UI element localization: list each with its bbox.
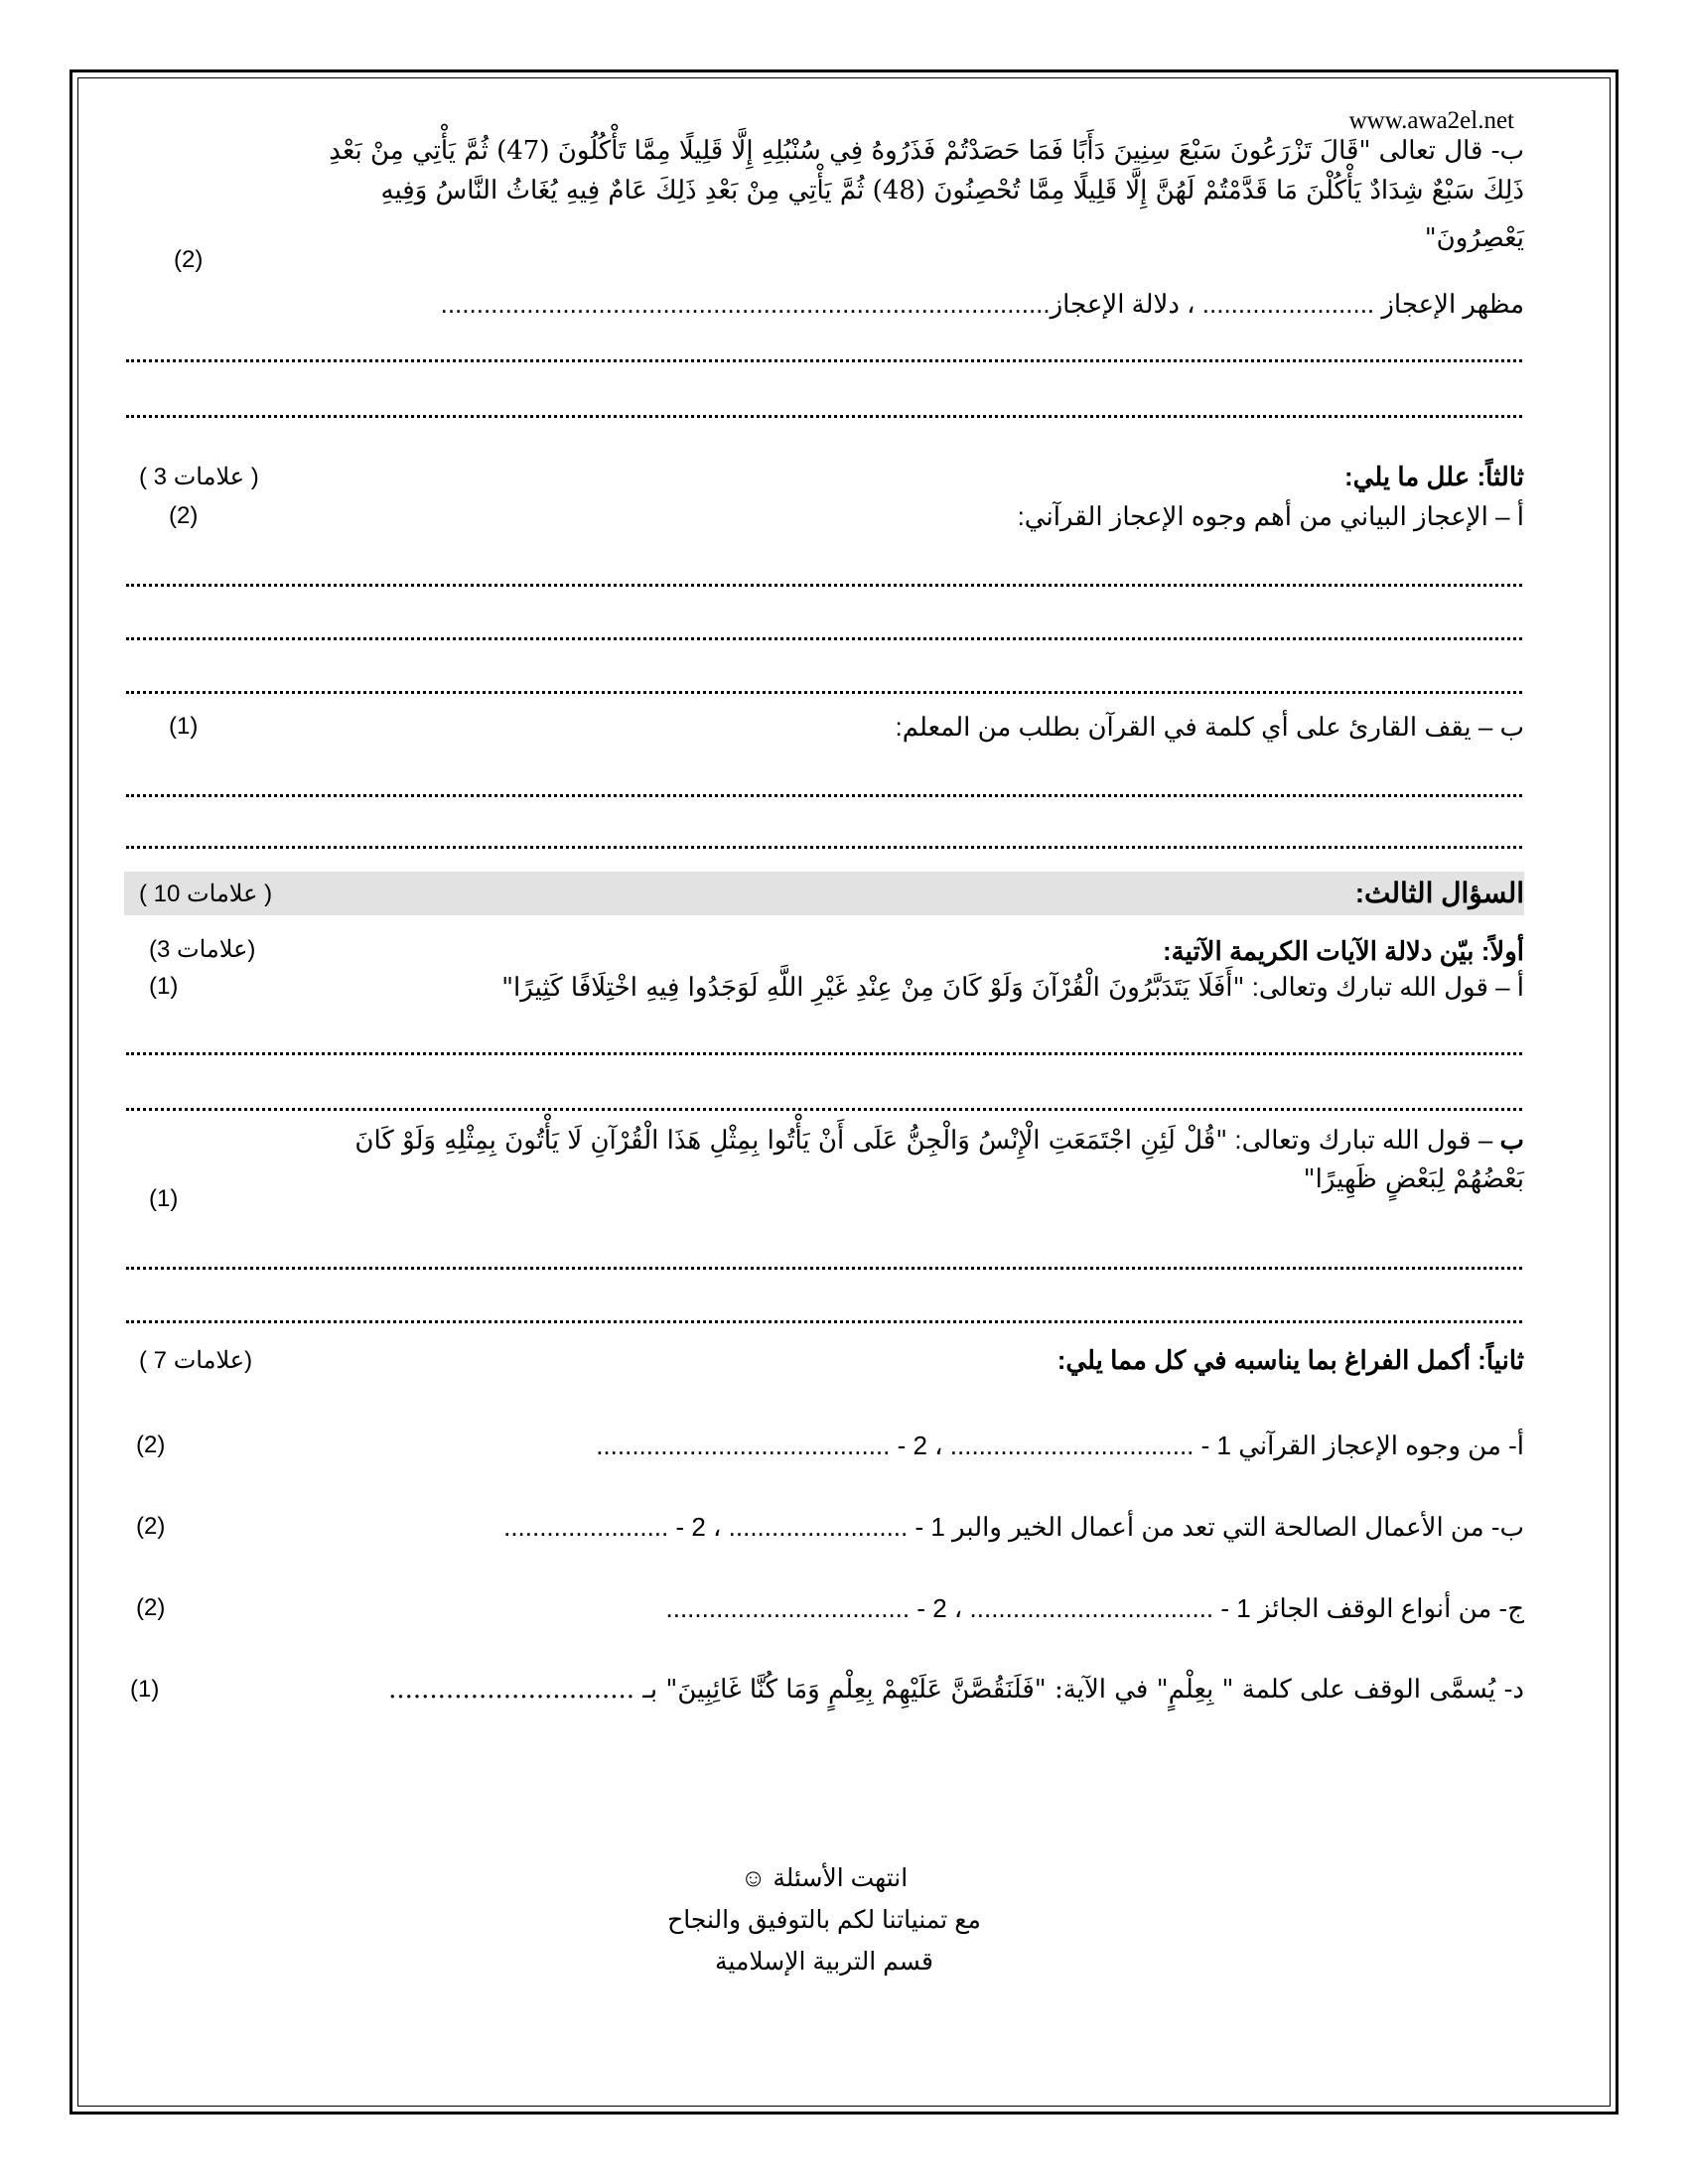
answer-line <box>126 691 1522 694</box>
third-a-mark: (2) <box>169 502 199 529</box>
q3-b-letter: ب <box>1499 1125 1524 1155</box>
q3-b-verse-line2: بَعْضُهُمْ لِبَعْضٍ ظَهِيرًا" <box>1303 1164 1524 1194</box>
answer-line <box>126 359 1522 362</box>
part2b-verse-line3: يَعْصِرُونَ" <box>1424 223 1524 253</box>
fill-item: ب- من الأعمال الصالحة التي تعد من أعمال الخير والبر 1 - ......................... ، 2 - ....................... <box>503 1512 1524 1542</box>
third-heading: ثالثاً: علل ما يلي: <box>1343 462 1524 491</box>
part2b-verse-line1: قَالَ تَزْرَعُونَ سَبْعَ سِنِينَ دَأَبًا فَمَا حَصَدْتُمْ فَذَرُوهُ فِي سُنْبُلِهِ إِلَّا قَلِيلًا مِمَّا تَأْكُلُونَ (47) ثُمَّ يَأْتِي مِنْ بَعْدِ <box>329 136 1359 166</box>
closing-line-wishes: مع تمنياتنا لكم بالتوفيق والنجاح <box>667 1906 981 1934</box>
fill-item: أ- من وجوه الإعجاز القرآني 1 - .................................. ، 2 - ......................................... <box>596 1431 1524 1460</box>
fill-item-mark: (2) <box>136 1594 166 1621</box>
fill-item-mark: (2) <box>136 1432 166 1458</box>
q3-second-heading: ثانياً: أكمل الفراغ بما يناسبه في كل مما يلي: <box>1056 1345 1524 1375</box>
answer-line <box>126 1320 1522 1323</box>
part2b-verse-line2: ذَلِكَ سَبْعٌ شِدَادٌ يَأْكُلْنَ مَا قَدَّمْتُمْ لَهُنَّ إِلَّا قَلِيلًا مِمَّا تُحْصِنُونَ (48) ثُمَّ يَأْتِي مِنْ بَعْدِ ذَلِكَ عَامٌ فِيهِ يُغَاثُ النَّاسُ وَفِيهِ <box>380 176 1524 205</box>
fill-item: ج- من أنواع الوقف الجائز 1 - .................................. ، 2 - .................................. <box>665 1593 1524 1623</box>
fill-item: د- يُسمَّى الوقف على كلمة " بِعِلْمٍ" في الآية: "فَلَنَقُصَّنَّ عَلَيْهِمْ بِعِلْمٍ وَمَا كُنَّا غَائِبِينَ" بـ .............................. <box>388 1675 1524 1705</box>
q3-b-line1 <box>124 1122 1524 1159</box>
q3-second-mark: ( 7 علامات) <box>139 1347 253 1374</box>
closing-line-department: قسم التربية الإسلامية <box>715 1948 933 1976</box>
closing-line-end: انتهت الأسئلة ☺ <box>740 1864 909 1892</box>
q3-a-verse: "أَفَلَا يَتَدَبَّرُونَ الْقُرْآنَ وَلَوْ كَانَ مِنْ عِنْدِ غَيْرِ اللَّهِ لَوَجَدُوا فِيهِ اخْتِلَافًا كَثِيرًا" <box>501 973 1245 1003</box>
q3-a-mark: (1) <box>149 973 179 1000</box>
answer-line <box>126 584 1522 587</box>
third-heading-mark: ( 3 علامات ) <box>139 464 259 490</box>
q3-title: السؤال الثالث: <box>1354 878 1524 908</box>
q3-b-verse-line1: "قُلْ لَئِنِ اجْتَمَعَتِ الْإِنْسُ وَالْجِنُّ عَلَى أَنْ يَأْتُوا بِمِثْلِ هَذَا الْقُرْآنِ لَا يَأْتُونَ بِمِثْلِهِ وَلَوْ كَانَ <box>354 1126 1228 1156</box>
third-b-mark: (1) <box>169 713 199 740</box>
q3-first-heading: أولاً: بيّن دلالة الآيات الكريمة الآتية: <box>1163 936 1524 966</box>
answer-line <box>126 1052 1522 1055</box>
site-url: www.awa2el.net <box>1348 107 1514 134</box>
q3-a-line <box>124 969 1524 1006</box>
part2b-mark: (2) <box>174 246 204 273</box>
q3-b-prefix: – قول الله تبارك وتعالى: <box>1227 1125 1500 1155</box>
answer-line <box>126 415 1522 418</box>
part2b-line1 <box>124 133 1524 169</box>
answer-line <box>126 794 1522 797</box>
third-a-text: أ – الإعجاز البياني من أهم وجوه الإعجاز القرآني: <box>1017 501 1524 531</box>
part2b-answer-prompt: مظهر الإعجاز ........................ ، دلالة الإعجاز..................................................................................... <box>440 289 1524 319</box>
fill-item-mark: (2) <box>136 1513 166 1540</box>
fill-item-mark: (1) <box>130 1676 160 1703</box>
q3-title-mark: ( 10 علامات ) <box>139 881 273 907</box>
answer-line <box>126 1108 1522 1111</box>
answer-line <box>126 1267 1522 1270</box>
q3-first-mark: (3 علامات) <box>149 936 256 963</box>
page-border-inner <box>77 77 1611 2107</box>
answer-line <box>126 637 1522 640</box>
answer-line <box>126 846 1522 849</box>
third-b-text: ب – يقف القارئ على أي كلمة في القرآن بطلب من المعلم: <box>895 712 1524 742</box>
q3-b-mark: (1) <box>149 1185 179 1212</box>
part2b-prefix: ب- قال تعالى " <box>1358 136 1524 166</box>
q3-a-prefix: أ – قول الله تبارك وتعالى: <box>1244 972 1524 1002</box>
